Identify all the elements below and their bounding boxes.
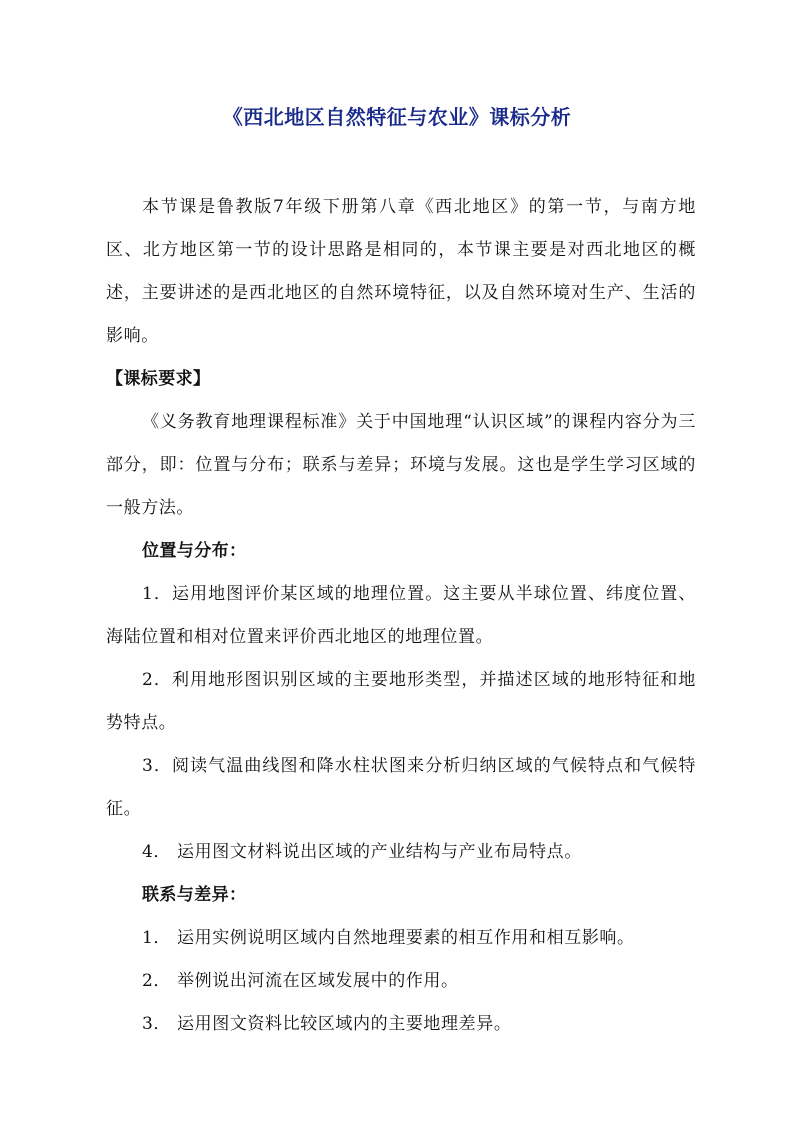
subheading-position-distribution: 位置与分布：	[142, 541, 247, 561]
position-item-3: 3．阅读气温曲线图和降水柱状图来分析归纳区域的气候特点和气候特征。	[106, 756, 696, 819]
section-heading-standards: 【课标要求】	[106, 369, 211, 389]
intro-paragraph: 本节课是鲁教版7年级下册第八章《西北地区》的第一节，与南方地区、北方地区第一节的设计思路是相同的，本节课主要是对西北地区的概述，主要讲述的是西北地区的自然环境特征，以及自然环境对生产、生活的影响。	[106, 197, 696, 346]
document-title: 《西北地区自然特征与农业》课标分析	[222, 105, 572, 129]
document-body	[106, 186, 696, 1046]
relation-item-1: 1． 运用实例说明区域内自然地理要素的相互作用和相互影响。	[142, 928, 635, 948]
standards-paragraph: 《义务教育地理课程标准》关于中国地理“认识区域”的课程内容分为三部分，即：位置与分布；联系与差异；环境与发展。这也是学生学习区域的一般方法。	[106, 412, 696, 518]
position-item-2: 2．利用地形图识别区域的主要地形类型，并描述区域的地形特征和地势特点。	[106, 670, 696, 733]
relation-item-3: 3． 运用图文资料比较区域内的主要地理差异。	[142, 1014, 512, 1034]
position-item-1: 1．运用地图评价某区域的地理位置。这主要从半球位置、纬度位置、海陆位置和相对位置来评价西北地区的地理位置。	[106, 584, 696, 647]
position-item-4: 4． 运用图文材料说出区域的产业结构与产业布局特点。	[142, 842, 582, 862]
subheading-relation-difference: 联系与差异：	[142, 885, 247, 905]
relation-item-2: 2． 举例说出河流在区域发展中的作用。	[142, 971, 459, 991]
